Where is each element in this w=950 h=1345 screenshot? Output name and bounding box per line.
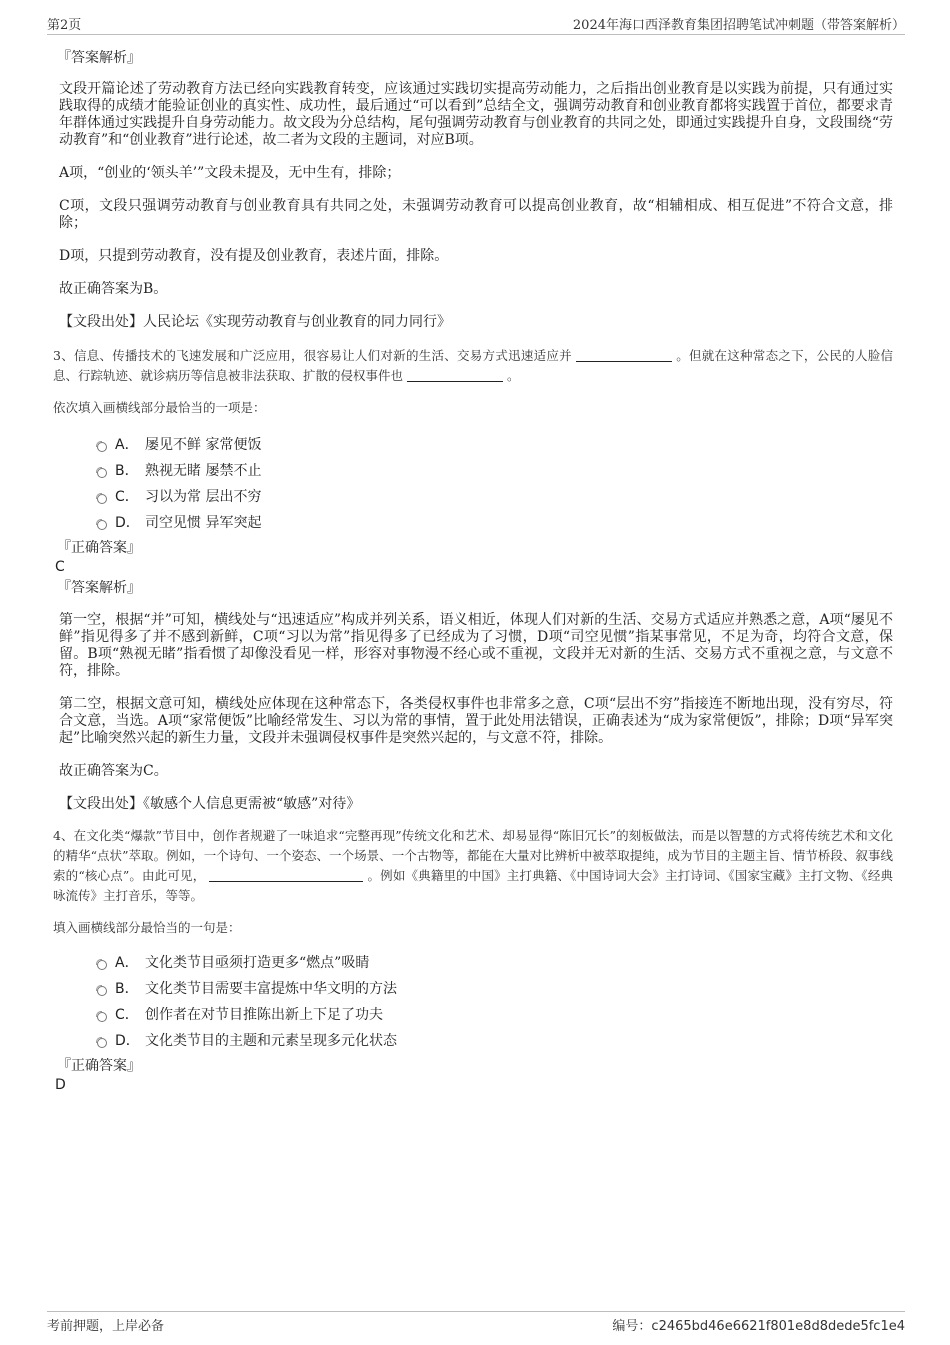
q3-conclusion: 故正确答案为C。: [59, 763, 168, 779]
q3-option-b[interactable]: B． 熟视无睹 屡禁不止: [97, 458, 893, 484]
q3-source: 【文段出处】《敏感个人信息更需被“敏感”对待》: [59, 796, 361, 812]
q3-analysis-paragraph: 第一空，根据“并”可知，横线处与“迅速适应”构成并列关系，语义相近，体现人们对新的生活、交易方式适应并熟悉之意，A项“屡见不鲜”指见得多了并不感到新鲜，C项“习以为常”指见得多了已经成为了习惯，D项“司空见惯”指某事常见，不足为奇，均符合文意，保留。B项“熟视无睹”指看惯了却像没看见一样，形容对事物漫不经心或不重视，文段并无对新的生活、交易方式不重视之意，与文意不符，排除。: [59, 612, 893, 679]
q4-option-b[interactable]: B． 文化类节目需要丰富提炼中华文明的方法: [97, 976, 893, 1002]
answer-blank: [407, 369, 503, 382]
page-footer: [47, 1311, 905, 1334]
q2-analysis-label: 『答案解析』: [57, 50, 141, 66]
question-4-options: [97, 950, 893, 1054]
q3-option-c[interactable]: C． 习以为常 层出不穷: [97, 484, 893, 510]
q2-conclusion: 故正确答案为B。: [59, 281, 168, 297]
q2-analysis-paragraph: D项，只提到劳动教育，没有提及创业教育，表述片面，排除。: [59, 248, 449, 264]
q4-option-d[interactable]: D． 文化类节目的主题和元素呈现多元化状态: [97, 1028, 893, 1054]
document-code: [612, 1315, 905, 1334]
q3-correct-label: 『正确答案』: [57, 540, 141, 556]
radio-button[interactable]: [97, 1038, 107, 1048]
answer-blank: [576, 349, 672, 362]
page-number: 第2页: [47, 18, 82, 33]
radio-button[interactable]: [97, 986, 107, 996]
radio-button[interactable]: [97, 442, 107, 452]
q2-analysis-paragraph: A项，“创业的‘领头羊’”文段未提及，无中生有，排除；: [59, 165, 401, 181]
q2-analysis-paragraph: 文段开篇论述了劳动教育方法已经向实践教育转变，应该通过实践切实提高劳动能力，之后指出创业教育是以实践为前提，只有通过实践取得的成绩才能验证创业的真实性、成功性，最后通过“可以看到”总结全文，强调劳动教育和创业教育都将实践置于首位，都要求青年群体通过实践提升自身劳动能力。故文段为分总结构，尾句强调劳动教育与创业教育的共同之处，即通过实践提升自身，文段围绕“劳动教育”和“创业教育”进行论述，故二者为文段的主题词，对应B项。: [59, 81, 893, 148]
q2-source: 【文段出处】人民论坛《实现劳动教育与创业教育的同力同行》: [59, 314, 451, 330]
question-3-prompt: 依次填入画横线部分最恰当的一项是：: [53, 400, 266, 415]
question-3-options: [97, 432, 893, 536]
q4-correct-label: 『正确答案』: [57, 1058, 141, 1074]
q3-option-d[interactable]: D． 司空见惯 异军突起: [97, 510, 893, 536]
q3-answer: C: [55, 559, 65, 575]
q3-analysis-paragraph: 第二空，根据文意可知，横线处应体现在这种常态下，各类侵权事件也非常多之意，C项“层出不穷”指接连不断地出现，没有穷尽，符合文意，当选。A项“家常便饭”比喻经常发生、习以为常的事情，置于此处用法错误，正确表述为“成为家常便饭”，排除；D项“异军突起”比喻突然兴起的新生力量，文段并未强调侵权事件是突然兴起的，与文意不符，排除。: [59, 696, 893, 746]
code-value: c2465bd46e6621f801e8d8dede5fc1e4: [651, 1319, 905, 1334]
q3-analysis-label: 『答案解析』: [57, 580, 141, 596]
q4-option-a[interactable]: A． 文化类节目亟须打造更多“燃点”吸睛: [97, 950, 893, 976]
q4-option-c[interactable]: C． 创作者在对节目推陈出新上下足了功夫: [97, 1002, 893, 1028]
question-4-stem: 4、在文化类“爆款”节目中，创作者规避了一味追求“完整再现”传统文化和艺术、却易显得“陈旧冗长”的刻板做法，而是以智慧的方式将传统艺术和文化的精华“点状”萃取。例如，一个诗句、一个姿态、一个场景、一个古物等，都能在大量对比辨析中被萃取提纯，成为节目的主题主旨、情节桥段、叙事线索的“核心点”。由此可见， 。例如《典籍里的中国》主打典籍、《中国诗词大会》主打诗词、《国家宝藏》主打文物、《经典咏流传》主打音乐，等等。: [53, 828, 893, 903]
radio-button[interactable]: [97, 494, 107, 504]
radio-button[interactable]: [97, 520, 107, 530]
q4-answer: D: [55, 1077, 66, 1093]
q2-analysis-paragraph: C项，文段只强调劳动教育与创业教育具有共同之处，未强调劳动教育可以提高创业教育，故“相辅相成、相互促进”不符合文意，排除；: [59, 198, 893, 231]
document-title: 2024年海口西泽教育集团招聘笔试冲刺题（带答案解析）: [572, 18, 905, 33]
radio-button[interactable]: [97, 468, 107, 478]
page-content: [53, 48, 893, 1094]
q3-option-a[interactable]: A． 屡见不鲜 家常便饭: [97, 432, 893, 458]
question-4-prompt: 填入画横线部分最恰当的一句是：: [53, 920, 241, 935]
footer-slogan: 考前押题，上岸必备: [47, 1319, 165, 1334]
answer-blank: [209, 869, 363, 882]
question-3-stem: 3、信息、传播技术的飞速发展和广泛应用，很容易让人们对新的生活、交易方式迅速适应并 。但就在这种常态之下，公民的人脸信息、行踪轨迹、就诊病历等信息被非法获取、扩散的侵权事件也 。: [53, 348, 893, 383]
page-header: [47, 14, 905, 35]
radio-button[interactable]: [97, 1012, 107, 1022]
radio-button[interactable]: [97, 960, 107, 970]
code-label: 编号：: [612, 1319, 652, 1334]
